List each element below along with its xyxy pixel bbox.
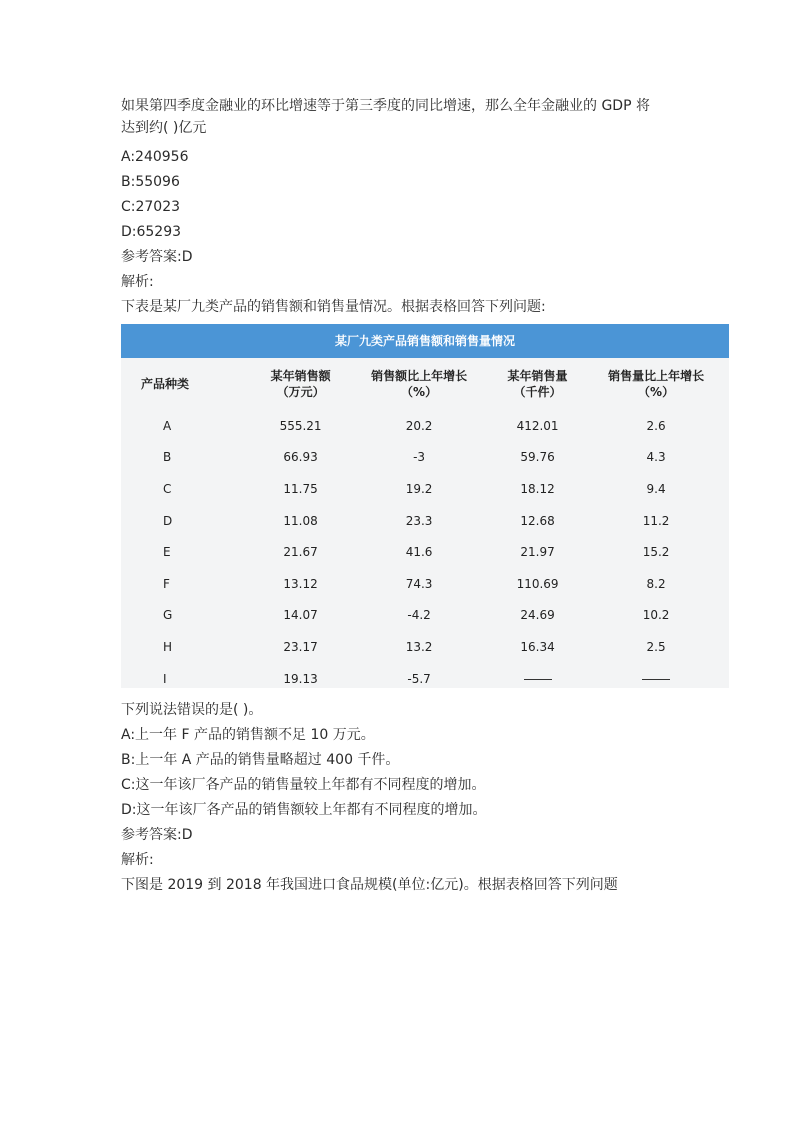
table-cell: 19.2 [405, 481, 433, 496]
option-d: D:65293 [121, 224, 182, 240]
table-cell: E [163, 545, 171, 560]
table-cell: 66.93 [283, 450, 318, 465]
table-cell: 4.3 [646, 450, 666, 465]
table-cell: 9.4 [646, 481, 666, 496]
table-row [121, 473, 729, 505]
table-cell: 110.69 [516, 576, 559, 591]
table-cell: 20.2 [405, 418, 433, 433]
table-cell: 15.2 [642, 545, 670, 560]
option-c: C:27023 [121, 199, 181, 215]
table-cell: C [163, 481, 172, 496]
table-cell: 10.2 [642, 608, 670, 623]
option-a: A:240956 [121, 149, 189, 165]
table-cell: 19.13 [283, 671, 318, 686]
table-cell: 16.34 [520, 639, 555, 654]
question1-text-line1: 如果第四季度金融业的环比增速等于第三季度的同比增速，那么全年金融业的 GDP 将 [121, 98, 650, 114]
table-cell: F [163, 576, 170, 591]
table-cell: 21.97 [520, 545, 555, 560]
table-cell: 23.3 [405, 513, 433, 528]
header-category: 产品种类 [141, 377, 190, 391]
table-row [121, 568, 729, 600]
table-row [121, 442, 729, 474]
dash-placeholder [524, 679, 552, 680]
table-cell: 11.75 [283, 481, 318, 496]
table-cell: 2.5 [646, 639, 666, 654]
table-cell: 24.69 [520, 608, 555, 623]
table-cell: B [163, 450, 172, 465]
table-cell: -3 [413, 450, 426, 465]
table-cell: 412.01 [516, 418, 559, 433]
analysis-2: 解析: [121, 852, 154, 868]
table-row [121, 600, 729, 632]
table-cell: 555.21 [279, 418, 322, 433]
table-row [121, 663, 729, 695]
intro-3: 下图是 2019 到 2018 年我国进口食品规模(单位:亿元)。根据表格回答下列问题 [121, 877, 618, 893]
q2-option-b: B:上一年 A 产品的销售量略超过 400 千件。 [121, 752, 400, 768]
table-cell: -4.2 [407, 608, 431, 623]
sales-table-image [121, 324, 729, 688]
option-b: B:55096 [121, 174, 180, 190]
table-cell: 13.2 [405, 639, 433, 654]
q2-option-d: D:这一年该厂各产品的销售额较上年都有不同程度的增加。 [121, 802, 487, 818]
header-sales-amount-growth: 销售额比上年增长 （%） [371, 369, 468, 399]
header-sales-volume-growth: 销售量比上年增长 （%） [608, 369, 705, 399]
table-cell: 2.6 [646, 418, 666, 433]
table-cell: 23.17 [283, 639, 318, 654]
answer-1: 参考答案:D [121, 249, 193, 265]
table-row [121, 536, 729, 568]
table-cell: D [163, 513, 173, 528]
table-cell: 74.3 [405, 576, 433, 591]
analysis-1: 解析: [121, 274, 154, 290]
table-cell: 41.6 [405, 545, 433, 560]
dash-placeholder [642, 679, 670, 680]
table-row [121, 410, 729, 442]
table-cell [583, 663, 729, 695]
table-cell: -5.7 [407, 671, 431, 686]
table-cell: I [163, 671, 167, 686]
table-cell: 11.2 [642, 513, 670, 528]
answer-2: 参考答案:D [121, 827, 193, 843]
table-cell [492, 663, 583, 695]
q2-option-c: C:这一年该厂各产品的销售量较上年都有不同程度的增加。 [121, 777, 486, 793]
table-cell: G [163, 608, 173, 623]
table-row [121, 505, 729, 537]
table-cell: 12.68 [520, 513, 555, 528]
intro-2: 下表是某厂九类产品的销售额和销售量情况。根据表格回答下列问题: [121, 299, 546, 315]
header-sales-amount: 某年销售额 （万元） [270, 369, 331, 399]
sales-table [121, 358, 729, 694]
question2-block [121, 698, 741, 898]
table-cell: 59.76 [520, 450, 555, 465]
q2-option-a: A:上一年 F 产品的销售额不足 10 万元。 [121, 727, 375, 743]
table-cell: 11.08 [283, 513, 318, 528]
question2-text: 下列说法错误的是( )。 [121, 702, 263, 718]
table-cell: 18.12 [520, 481, 555, 496]
table-cell: 14.07 [283, 608, 318, 623]
table-title: 某厂九类产品销售额和销售量情况 [121, 324, 729, 358]
table-cell: A [163, 418, 172, 433]
table-row [121, 631, 729, 663]
table-header-row [121, 358, 729, 410]
table-cell: 13.12 [283, 576, 318, 591]
header-sales-volume: 某年销售量 （千件） [507, 369, 568, 399]
table-cell: 8.2 [646, 576, 666, 591]
question1-block [121, 95, 741, 320]
question1-text-line2: 达到约( )亿元 [121, 120, 207, 136]
table-cell: 21.67 [283, 545, 318, 560]
table-cell: H [163, 639, 173, 654]
